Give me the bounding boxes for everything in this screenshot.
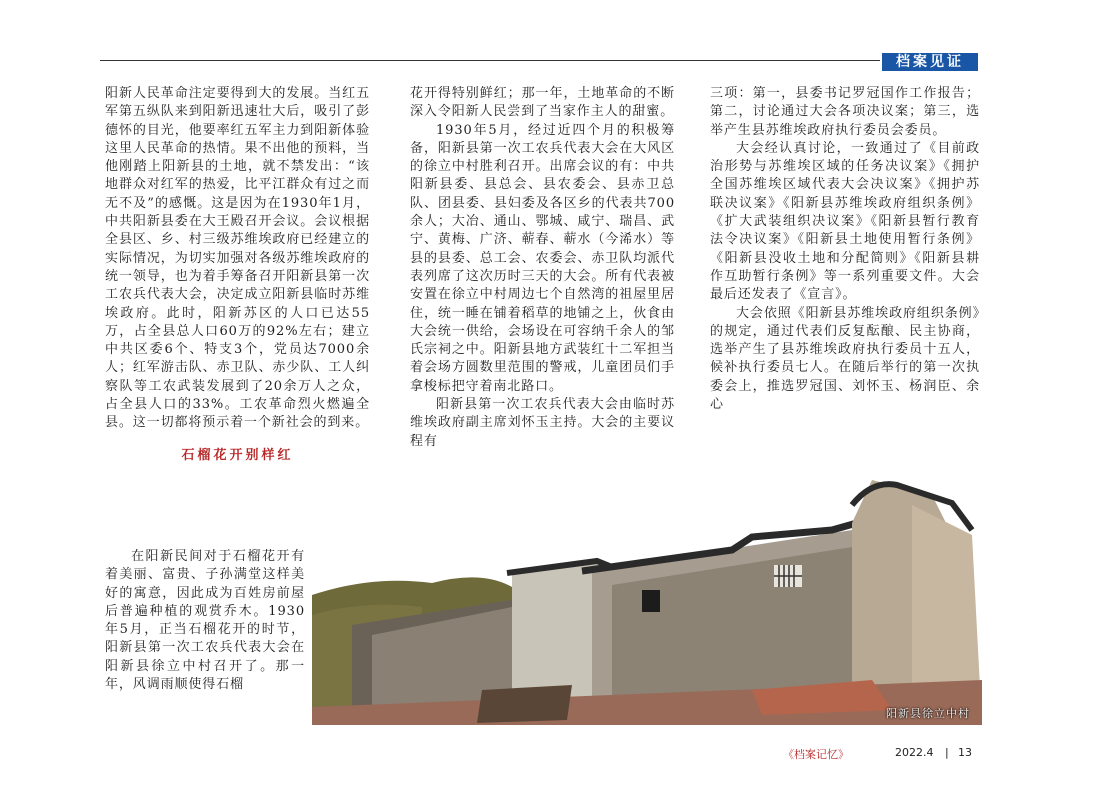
text-column-3 [710,85,980,414]
village-illustration [312,475,982,725]
paragraph: 花开得特别鲜红；那一年，土地革命的不断深入令阳新人民尝到了当家作主人的甜蜜。 [410,86,675,120]
paragraph: 大会经认真讨论，一致通过了《目前政治形势与苏维埃区域的任务决议案》《拥护全国苏维埃区域代表大会决议案》《拥护苏联决议案》《阳新县苏维埃政府组织条例》《扩大武装组织决议案》《阳新县暂行教育法令决议案》《阳新县土地使用暂行条例》《阳新县没收土地和分配简则》《阳新县耕作互助暂行条例》等一系列重要文件。大会最后还发表了《宣言》。 [710,140,980,303]
paragraph: 大会依照《阳新县苏维埃政府组织条例》的规定，通过代表们反复酝酿、民主协商，选举产生了县苏维埃政府执行委员十五人，候补执行委员七人。在随后举行的第一次执委会上，推选罗冠国、刘怀玉、杨润臣、余心 [710,305,980,413]
paragraph: 1930年5月，经过近四个月的积极筹备，阳新县第一次工农兵代表大会在大风区的徐立中村胜利召开。出席会议的有：中共阳新县委、县总会、县农委会、县赤卫总队、团县委、县妇委及各区乡的代表共700余人；大冶、通山、鄂城、咸宁、瑞昌、武宁、黄梅、广济、蕲春、蕲水（今浠水）等县的县委、总工会、农委会、赤卫队均派代表列席了这次历时三天的大会。所有代表被安置在徐立中村周边七个自然湾的祖屋里居住，统一睡在铺着稻草的地铺之上，伙食由大会统一供给，会场设在可容纳千余人的邹氏宗祠之中。阳新县地方武装红十二军担当着会场方圆数里范围的警戒，儿童团员们手拿梭标把守着南北路口。 [410,122,675,394]
photo-caption: 阳新县徐立中村 [886,707,970,720]
subheading: 石榴花开别样红 [181,447,294,463]
footer-issue: 2022.4 [895,746,934,759]
journal-title: 《档案记忆》 [783,748,849,761]
footer-journal [783,746,849,762]
paragraph: 三项：第一，县委书记罗冠国作工作报告；第二，讨论通过大会各项决议案；第三，选举产生县苏维埃政府执行委员会委员。 [710,86,980,138]
village-photo [312,475,982,725]
paragraph: 阳新县第一次工农兵代表大会由临时苏维埃政府副主席刘怀玉主持。大会的主要议程有 [410,397,675,449]
header-rule [100,60,880,61]
text-column-1 [105,85,370,475]
text-column-2 [410,85,675,451]
section-tag: 档案见证 [882,53,978,71]
footer-separator: | [945,746,949,759]
page-number: 13 [958,746,972,759]
paragraph: 阳新人民革命注定要得到大的发展。当红五军第五纵队来到阳新迅速壮大后，吸引了彭德怀的目光，他要率红五军主力到阳新体验这里人民革命的热情。果不出他的预料，当他刚踏上阳新县的土地，就不禁发出：“该地群众对红军的热爱，比平江群众有过之而无不及”的感慨。这是因为在1930年1月，中共阳新县委在大王殿召开会议。会议根据全县区、乡、村三级苏维埃政府已经建立的实际情况，为切实加强对各级苏维埃政府的统一领导，也为着手筹备召开阳新县第一次工农兵代表大会，决定成立阳新县临时苏维埃政府。此时，阳新苏区的人口已达55万，占全县总人口60万的92%左右；建立中共区委6个、特支3个，党员达7000余人；红军游击队、赤卫队、赤少队、工人纠察队等工农武装发展到了20余万人之众，占全县人口的33%。工农革命烈火燃遍全县。这一切都将预示着一个新社会的到来。 [105,86,370,431]
text-column-1-lower [105,548,305,694]
paragraph: 在阳新民间对于石榴花开有着美丽、富贵、子孙满堂这样美好的寓意，因此成为百姓房前屋后普遍种植的观赏乔木。1930年5月，正当石榴花开的时节，阳新县第一次工农兵代表大会在阳新县徐立中村召开了。那一年，风调雨顺使得石榴 [105,549,305,693]
